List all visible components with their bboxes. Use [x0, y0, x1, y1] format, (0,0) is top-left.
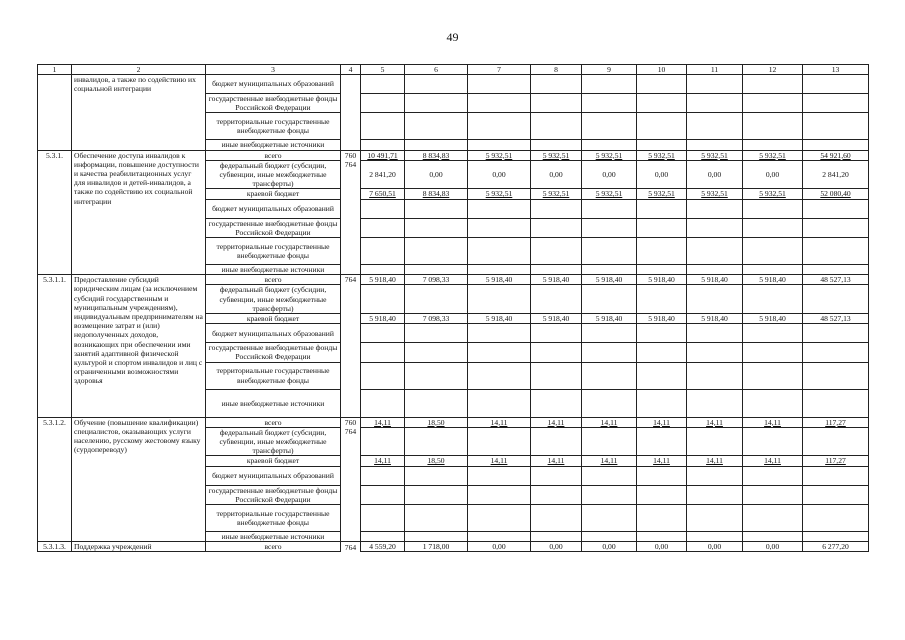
header-cell: 11: [687, 65, 743, 75]
row-name: инвалидов, а также по содействию их социальной интеграции: [72, 75, 206, 151]
source-label: бюджет муниципальных образований: [206, 75, 341, 94]
header-cell: 10: [637, 65, 687, 75]
source-label: краевой бюджет: [206, 456, 341, 466]
source-label: бюджет муниципальных образований: [206, 324, 341, 343]
grbs-code: 764: [341, 427, 361, 456]
row-name: Обучение (повышение квалификации) специалистов, оказывающих услуги населению, русскому жестовому языку (сурдопереводу): [72, 417, 206, 542]
source-label: краевой бюджет: [206, 314, 341, 324]
header-cell: 8: [531, 65, 582, 75]
source-label: государственные внебюджетные фонды Российской Федерации: [206, 485, 341, 504]
table-row: краевой бюджет 5 918,40 7 098,33 5 918,40 5 918,40 5 918,40 5 918,40 5 918,40 5 918,40 48 527,13: [38, 314, 869, 324]
source-label: бюджет муниципальных образований: [206, 199, 341, 218]
source-label: территориальные государственные внебюджетные фонды: [206, 238, 341, 265]
header-cell: 13: [803, 65, 869, 75]
row-name: Обеспечение доступа инвалидов к информации, повышение доступности и качества реабилитационных услуг для инвалидов и детей-инвалидов, а также по содействию их социальной интеграции: [72, 150, 206, 275]
source-label: территориальные государственные внебюджетные фонды: [206, 113, 341, 140]
source-label: иные внебюджетные источники: [206, 265, 341, 275]
budget-table: [37, 64, 869, 552]
header-row: [38, 65, 869, 75]
source-label: всего: [206, 542, 341, 552]
source-label: территориальные государственные внебюджетные фонды: [206, 362, 341, 389]
row-code: 5.3.1.3.: [38, 542, 72, 552]
grbs-code: 764: [341, 542, 361, 552]
header-cell: 4: [341, 65, 361, 75]
source-label: бюджет муниципальных образований: [206, 466, 341, 485]
row-code: 5.3.1.: [38, 150, 72, 275]
grbs-code: 760: [341, 417, 361, 427]
header-cell: 5: [361, 65, 405, 75]
grbs-code: 764: [341, 275, 361, 285]
source-label: иные внебюджетные источники: [206, 389, 341, 417]
header-cell: 7: [468, 65, 531, 75]
row-name: Предоставление субсидий юридическим лицам (за исключением субсидий государственным и муниципальным учреждениям), индивидуальным предпринимателям на возмещение затрат и (или) недополученных доходов, возникающих при обеспечении ими занятий адаптивной физической культурой и спортом инвалидов и лиц с ограниченными возможностями здоровья: [72, 275, 206, 417]
header-cell: 1: [38, 65, 72, 75]
source-label: всего: [206, 150, 341, 160]
table-row: 5.3.1.3. Поддержка учреждений всего 764 4 559,20 1 718,00 0,00 0,00 0,00 0,00 0,00 0,00 6 277,20: [38, 542, 869, 552]
source-label: всего: [206, 417, 341, 427]
source-label: иные внебюджетные источники: [206, 532, 341, 542]
table-row: [38, 75, 869, 94]
header-cell: 12: [743, 65, 803, 75]
page-number: 49: [446, 30, 459, 44]
source-label: территориальные государственные внебюджетные фонды: [206, 505, 341, 532]
source-label: всего: [206, 275, 341, 285]
table-row: федеральный бюджет (субсидии, субвенции, иные межбюджетные трансферты) 764 2 841,20 0,00 0,00 0,00 0,00 0,00 0,00 0,00 2 841,20: [38, 160, 869, 189]
grbs-code: 764: [341, 160, 361, 189]
source-label: краевой бюджет: [206, 189, 341, 199]
header-cell: 2: [72, 65, 206, 75]
table-row: краевой бюджет 7 650,51 8 834,83 5 932,51 5 932,51 5 932,51 5 932,51 5 932,51 5 932,51 52 080,40: [38, 189, 869, 199]
table-row: 5.3.1. Обеспечение доступа инвалидов к информации, повышение доступности и качества реабилитационных услуг для инвалидов и детей-инвалидов, а также по содействию их социальной интеграции всего 760 10 491,71 8 834,83 5 932,51 5 932,51 5 932,51 5 932,51 5 932,51 5 932,51 54 921,60: [38, 150, 869, 160]
table-row: 5.3.1.2. Обучение (повышение квалификации) специалистов, оказывающих услуги населению, русскому жестовому языку (сурдопереводу) всего 760 14,11 18,50 14,11 14,11 14,11 14,11 14,11 14,11 117,27: [38, 417, 869, 427]
source-label: государственные внебюджетные фонды Российской Федерации: [206, 218, 341, 237]
header-cell: 6: [405, 65, 468, 75]
source-label: федеральный бюджет (субсидии, субвенции, иные межбюджетные трансферты): [206, 285, 341, 314]
grbs-code: 760: [341, 150, 361, 160]
source-label: иные внебюджетные источники: [206, 140, 341, 150]
source-label: федеральный бюджет (субсидии, субвенции, иные межбюджетные трансферты): [206, 427, 341, 456]
source-label: федеральный бюджет (субсидии, субвенции, иные межбюджетные трансферты): [206, 160, 341, 189]
header-cell: 3: [206, 65, 341, 75]
table-row: 5.3.1.1. Предоставление субсидий юридическим лицам (за исключением субсидий государственным и муниципальным учреждениям), индивидуальным предпринимателям на возмещение затрат и (или) недополученных доходов, возникающих при обеспечении ими занятий адаптивной физической культурой и спортом инвалидов и лиц с ограниченными возможностями здоровья всего 764 5 918,40 7 098,33 5 918,40 5 918,40 5 918,40 5 918,40 5 918,40 5 918,40 48 527,13: [38, 275, 869, 285]
header-cell: 9: [582, 65, 637, 75]
row-code: [38, 75, 72, 151]
source-label: государственные внебюджетные фонды Российской Федерации: [206, 94, 341, 113]
source-label: государственные внебюджетные фонды Российской Федерации: [206, 343, 341, 362]
row-code: 5.3.1.2.: [38, 417, 72, 542]
table-row: краевой бюджет 14,11 18,50 14,11 14,11 14,11 14,11 14,11 14,11 117,27: [38, 456, 869, 466]
row-code: 5.3.1.1.: [38, 275, 72, 417]
row-name: Поддержка учреждений: [72, 542, 206, 552]
